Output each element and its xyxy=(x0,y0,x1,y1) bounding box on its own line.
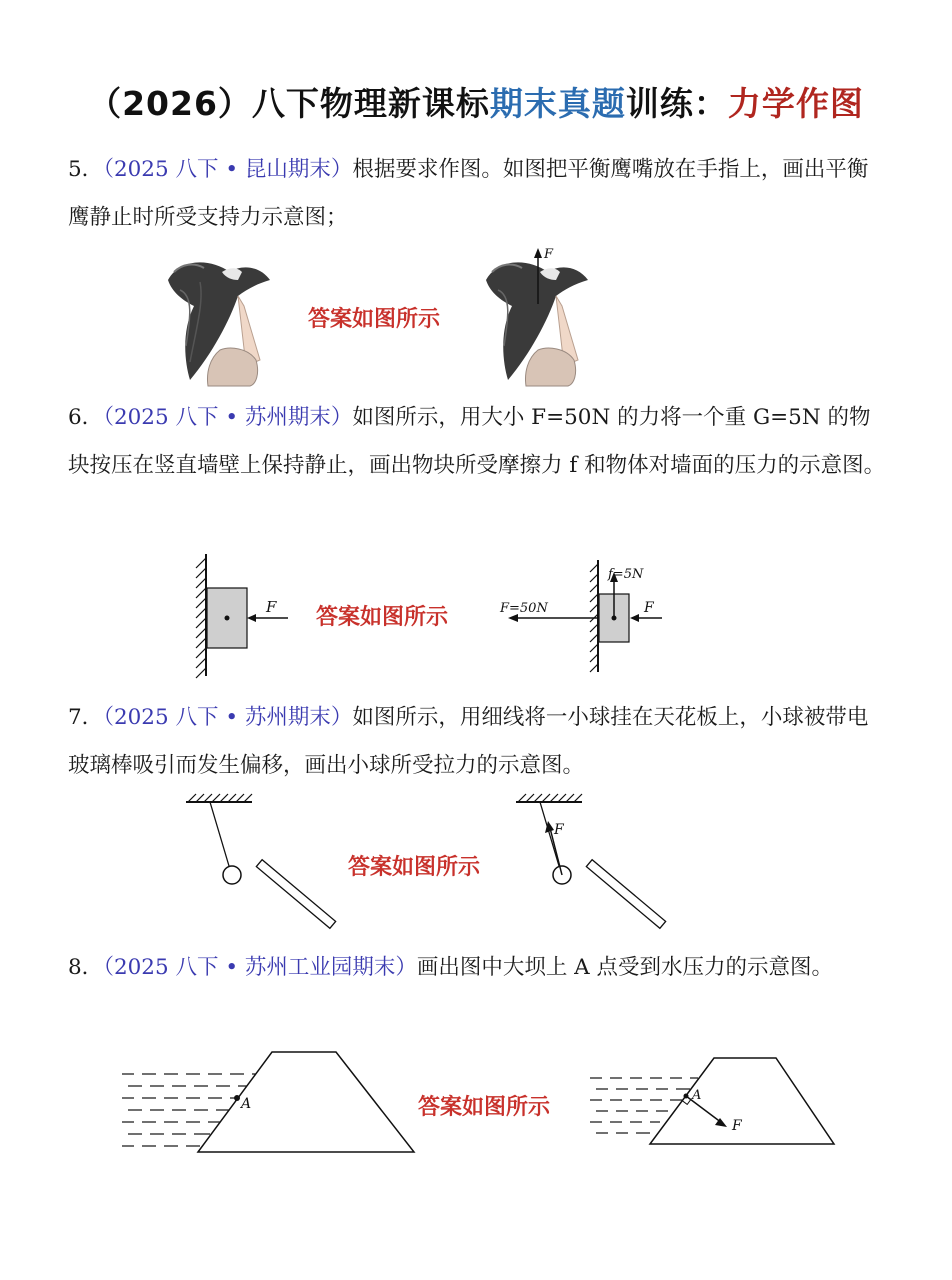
q8-answer-figure xyxy=(586,1056,836,1148)
title-prefix: （2026）八下物理新课标 xyxy=(88,84,490,123)
question-7-number: 7． xyxy=(68,705,104,730)
q6-answer-force-arrowhead xyxy=(630,614,639,622)
q6-wall-hatching xyxy=(196,558,206,678)
question-5 xyxy=(68,146,888,242)
q6-force-label: F xyxy=(266,598,277,616)
question-7-source: （2025 八下 • 苏州期末） xyxy=(103,705,353,730)
q6-question-figure xyxy=(190,554,300,679)
title-highlight: 期末真题 xyxy=(489,84,626,123)
q8-answer-point-label: A xyxy=(692,1088,702,1103)
q7-answer-figure xyxy=(510,790,670,930)
question-8-number: 8． xyxy=(68,955,104,980)
q6-answer-figure xyxy=(496,560,666,675)
question-5-source: （2025 八下 • 昆山期末） xyxy=(103,157,353,182)
q5-force-label: F xyxy=(544,247,554,262)
question-5-number: 5． xyxy=(68,157,104,182)
question-6-answer-label: 答案如图所示 xyxy=(316,605,449,630)
q7-question-figure xyxy=(180,790,340,930)
title-emphasis: 力学作图 xyxy=(727,84,864,123)
q7-answer-ceiling-hatching xyxy=(518,794,582,802)
question-6-text: 如图所示，用大小 F=50N 的力将一个重 G=5N 的物块按压在竖直墙壁上保持静止，画出物块所受摩擦力 f 和物体对墙面的压力的示意图。 xyxy=(68,405,886,478)
question-6-source: （2025 八下 • 苏州期末） xyxy=(103,405,353,430)
q7-ball xyxy=(223,866,241,884)
q8-dam xyxy=(198,1052,414,1152)
q6-force-arrowhead xyxy=(247,614,256,622)
q7-answer-glass-rod xyxy=(586,860,665,929)
question-6 xyxy=(68,394,888,490)
q7-thread xyxy=(210,802,229,866)
q5-eagle-figure xyxy=(160,250,280,386)
q8-point-a xyxy=(234,1095,240,1101)
q8-question-figure xyxy=(118,1050,418,1156)
q5-eagle-image-answer xyxy=(486,262,588,386)
q6-answer-force-label: F xyxy=(644,600,654,616)
question-7-text: 如图所示，用细线将一小球挂在天花板上，小球被带电玻璃棒吸引而发生偏移，画出小球所受拉力的示意图。 xyxy=(68,705,869,778)
q5-support-arrowhead xyxy=(534,248,542,258)
question-8-source: （2025 八下 • 苏州工业园期末） xyxy=(103,955,417,980)
question-5-text: 根据要求作图。如图把平衡鹰嘴放在手指上，画出平衡鹰静止时所受支持力示意图； xyxy=(68,157,869,230)
q7-glass-rod xyxy=(256,860,335,929)
question-8-text: 画出图中大坝上 A 点受到水压力的示意图。 xyxy=(416,955,834,980)
question-6-number: 6． xyxy=(68,405,104,430)
q5-eagle-image xyxy=(168,262,270,386)
q8-answer-dam xyxy=(650,1058,834,1144)
q7-force-label: F xyxy=(554,822,564,838)
question-8-answer-label: 答案如图所示 xyxy=(418,1095,551,1120)
title-middle: 训练： xyxy=(625,84,728,123)
q8-force-label: F xyxy=(732,1118,742,1134)
question-5-answer-label: 答案如图所示 xyxy=(308,307,441,332)
q6-pressure-label: F=50N xyxy=(500,601,548,616)
page-title xyxy=(0,78,952,125)
q7-ceiling-hatching xyxy=(188,794,252,802)
q8-point-label: A xyxy=(241,1096,252,1112)
question-8 xyxy=(68,944,888,992)
question-7-answer-label: 答案如图所示 xyxy=(348,855,481,880)
q6-block-center xyxy=(225,616,230,621)
question-7 xyxy=(68,694,888,790)
q6-friction-label: f=5N xyxy=(608,567,644,582)
q5-answer-figure xyxy=(478,244,598,386)
